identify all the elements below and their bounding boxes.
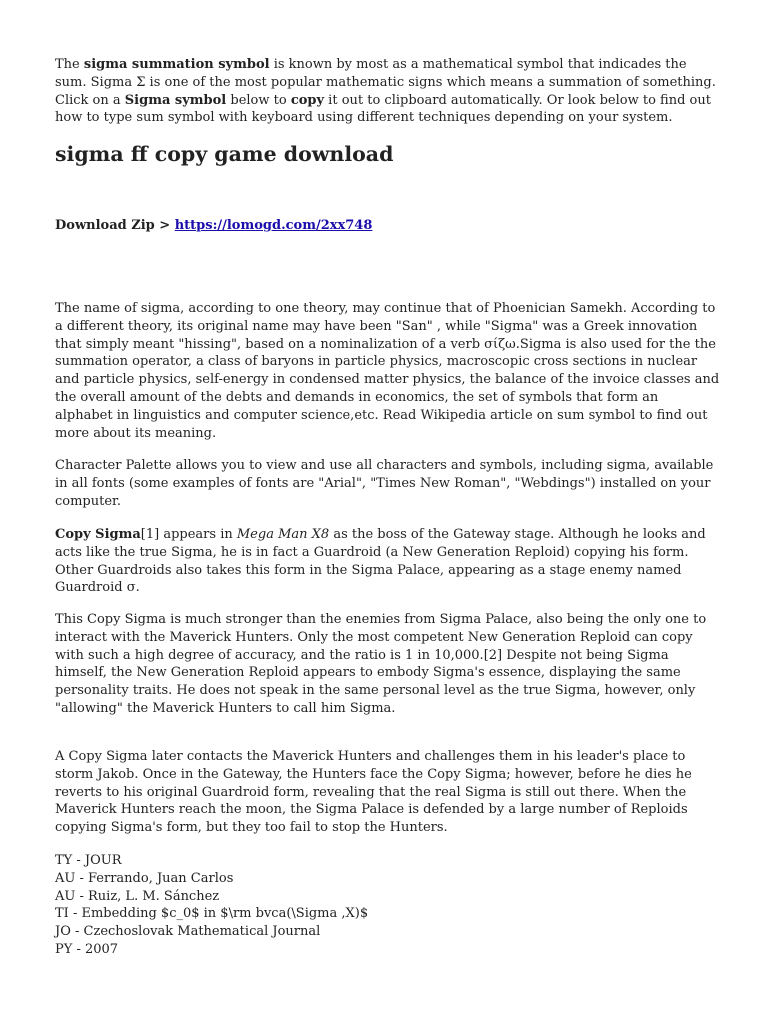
intro-bold-sigma-symbol: Sigma symbol [124,92,227,108]
download-link[interactable]: https://lomogd.com/2xx748 [174,218,373,233]
paragraph-sigma-name: The name of sigma, according to one theory, may continue that of Phoenician Samekh. According to a different theory, its original name may have been "San" , while "Sigma" was a Greek innovation that simply meant "hissing", based on a nominalization of a verb σίζω.Sigma is also used for the the summation operator, a class of baryons in particle physics, macroscopic cross sections in nuclear and particle physics, self-energy in condensed matter physics, the balance of the invoice classes and the overall amount of the debts and demands in economics, the set of symbols that form an alphabet in linguistics and computer science,etc. Read Wikipedia article on sum symbol to find out more about its meaning. [55,301,720,441]
paragraph-copy-sigma-strength: This Copy Sigma is much stronger than the enemies from Sigma Palace, also being the only one to interact with the Maverick Hunters. Only the most competent New Generation Reploid can copy with such a high degree of accuracy, and the ratio is 1 in 10,000.[2] Despite not being Sigma himself, the New Generation Reploid appears to embody Sigma's essence, displaying the same personality traits. He does not speak in the same personal level as the true Sigma, however, only "allowing" the Maverick Hunters to call him Sigma. [55,612,707,716]
copy-sigma-text: [1] appears in [140,527,237,542]
intro-bold-copy: copy [290,92,325,108]
intro-text: below to [226,92,291,108]
intro-text: is known by most as a mathematical symbol that indicades the sum. Sigma Σ is one of the most popular mathematic signs which means a summation of something. Click on a [55,57,716,108]
intro-bold-sigma-summation: sigma summation symbol [83,57,270,72]
copy-sigma-text: as the boss of the Gateway stage. Although he looks and acts like the true Sigma, he is in fact a Guardroid (a New Generation Reploid) copying his form. Other Guardroids also takes this form in the Sigma Palace, appearing as a stage enemy named Guardroid σ. [55,527,706,596]
reference-line: AU - Ruiz, L. M. Sánchez [55,888,220,904]
intro-paragraph [55,56,720,127]
reference-line: AU - Ferrando, Juan Carlos [55,870,234,886]
download-label: Download Zip > [55,218,175,233]
copy-sigma-bold: Copy Sigma [55,527,141,542]
reference-line: JO - Czechoslovak Mathematical Journal [55,924,321,940]
reference-line: PY - 2007 [55,941,119,957]
paragraph-character-palette: Character Palette allows you to view and use all characters and symbols, including sigma, available in all fonts (some examples of fonts are "Arial", "Times New Roman", "Webdings") installed on your computer. [55,458,714,509]
intro-text: The [55,57,84,72]
reference-line: TI - Embedding $c_0$ in $\rm bvca(\Sigma ,X)$ [55,906,369,922]
mega-man-x8-italic: Mega Man X8 [236,527,330,542]
reference-line: TY - JOUR [55,853,122,868]
download-line [55,217,720,235]
paragraph-copy-sigma-story: A Copy Sigma later contacts the Maverick Hunters and challenges them in his leader's place to storm Jakob. Once in the Gateway, the Hunters face the Copy Sigma; however, before he dies he reverts to his original Guardroid form, revealing that the real Sigma is still out there. When the Maverick Hunters reach the moon, the Sigma Palace is defended by a large number of Reploids copying Sigma's form, but they too fail to stop the Hunters. [55,749,692,836]
paragraph-copy-sigma [55,526,720,597]
page-title: sigma ff copy game download [55,142,394,166]
intro-text: it out to clipboard automatically. Or look below to find out how to type sum symbol with keyboard using different techniques depending on your system. [55,92,711,126]
reference-block [55,852,720,959]
